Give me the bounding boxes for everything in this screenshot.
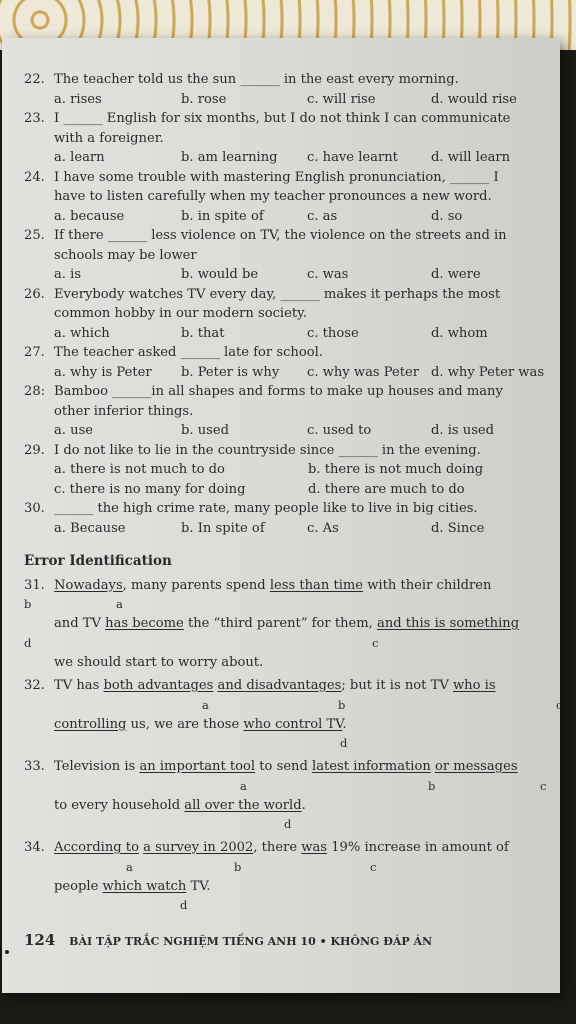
text-segment: to every household [54,797,185,813]
underlined-segment: who control TV [243,716,343,732]
underlined-segment: a survey in 2002 [143,840,254,855]
choice-letter: d [24,635,32,650]
answer-options [24,148,556,168]
question-text-continued: other inferior things. [54,403,194,419]
error-question-item [24,676,563,753]
error-question-line [24,877,556,897]
choice-letter: a [126,859,133,874]
answer-option: d. will learn [431,150,511,165]
question-item [24,499,556,538]
text-segment: , many parents spend [122,577,270,593]
answer-option: b. that [181,325,225,341]
question-number: 28: [24,384,46,399]
text-segment: TV has [54,678,104,693]
text-segment: people [54,878,103,894]
question-text: ______ the high crime rate, many people like to live in big cities. [54,501,478,516]
answer-option: b. am learning [181,150,278,165]
error-question-line [24,676,556,696]
underlined-segment: and this is something [377,616,520,631]
question-line [24,343,556,363]
text-segment: the “third parent” for them, [183,616,378,631]
page-content [24,70,563,915]
question-number: 33. [24,759,45,774]
answer-option: c. will rise [307,91,376,107]
question-text: The teacher asked ______ late for school. [54,345,323,360]
answer-option: a. because [54,208,125,224]
question-line [24,226,556,246]
question-number: 22. [24,72,45,87]
underlined-segment: According to [54,840,139,855]
error-question-line [24,715,556,735]
error-question-line [24,576,556,596]
answer-options [24,207,556,227]
answer-option: c. there is no many for doing [54,481,246,497]
question-line [24,168,556,188]
text-segment: with their children [363,577,492,593]
error-question-line [24,757,556,777]
answer-option: b. Peter is why [181,364,280,380]
question-text: I do not like to lie in the countryside since ______ in the evening. [54,442,481,458]
multiple-choice-list [24,70,556,538]
underlined-segment: who is [452,678,496,693]
answer-option: b. there is not much doing [308,462,484,477]
page-number: 124 [24,931,56,949]
answer-option: b. would be [181,267,259,282]
answer-option: a. use [54,423,94,438]
choice-letters [24,777,556,796]
text-segment: Television is [54,759,140,774]
choice-letter: b [234,859,242,874]
choice-letter: b [428,778,436,793]
choice-letter: a [116,597,123,611]
underlined-segment: has become [105,616,184,631]
answer-option: c. As [307,520,339,536]
answer-option: d. why Peter was [431,364,545,380]
answer-options [24,519,556,539]
answer-option: a. is [54,267,82,282]
error-identification-list [24,576,563,916]
answer-option: d. were [431,267,481,282]
answer-option: c. those [307,325,359,341]
question-line [24,285,556,305]
answer-option: a. there is not much to do [54,462,225,477]
answer-options [24,90,556,110]
underlined-segment: both advantages [103,678,214,693]
question-text: If there ______ less violence on TV, the violence on the streets and in [54,228,507,243]
question-text: I have some trouble with mastering English pronunciation, ______ I [54,169,499,185]
error-question-line [24,796,556,816]
question-text [54,757,556,777]
underlined-segment: controlling [54,716,127,732]
answer-option: c. have learnt [307,150,398,165]
question-number: 23. [24,111,45,126]
error-question-item [24,838,556,915]
question-number: 27. [24,345,45,360]
answer-options [24,363,556,383]
choice-letters [24,634,556,653]
text-segment: us, we are those [126,716,244,732]
text-segment: ; but it is not TV [341,678,453,693]
question-text: Everybody watches TV every day, ______ makes it perhaps the most [54,286,501,302]
answer-option: b. In spite of [181,520,265,536]
question-line [24,441,556,461]
choice-letter: d [284,817,292,831]
choice-letter: d [340,736,348,750]
error-question-line [24,614,556,634]
text-segment: , there [253,840,302,855]
answer-option: c. as [307,208,338,224]
question-item [24,226,556,285]
question-line [24,70,556,90]
answer-option: c. used to [307,423,372,438]
answer-option: d. would rise [431,91,517,107]
question-item [24,441,556,500]
page-mark [5,950,9,954]
text-segment: . [342,716,347,732]
question-text-continued: schools may be lower [54,247,197,263]
question-item [24,285,556,344]
question-number: 32. [24,678,45,693]
answer-option: a. why is Peter [54,364,152,380]
question-number: 25. [24,228,45,243]
error-question-line [24,653,556,673]
underlined-segment: and disadvantages [217,678,342,693]
choice-letter: a [202,697,209,712]
choice-letters [24,734,556,753]
underlined-segment: or messages [434,759,518,774]
choice-letter: c [372,635,379,650]
answer-options [24,460,556,499]
answer-option: d. so [431,208,463,224]
underlined-segment: Nowadays [54,577,123,593]
answer-option: d. Since [431,520,485,536]
footer-separator: • [319,935,327,948]
footer-note: KHÔNG ĐÁP ÁN [330,935,433,948]
question-text: The teacher told us the sun ______ in the east every morning. [54,72,459,87]
choice-letters [24,815,556,834]
answer-option: a. rises [54,91,102,107]
answer-option: b. rose [181,91,227,107]
question-item [24,109,556,168]
choice-letter: a [240,778,247,793]
choice-letter: c [556,697,563,712]
answer-options [24,265,556,285]
underlined-segment: all over the world [184,797,302,813]
underlined-segment: was [301,840,328,855]
question-item [24,343,556,382]
choice-letter: d [180,898,188,912]
question-item [24,168,556,227]
question-line [24,109,556,129]
error-question-line [24,838,556,858]
question-text: I ______ English for six months, but I do not think I can communicate [54,111,511,126]
question-text [54,576,556,596]
choice-letters [24,896,556,915]
answer-option: d. is used [431,423,495,438]
question-number: 29. [24,442,45,458]
underlined-segment: latest information [312,759,431,774]
question-text [54,676,556,696]
error-question-item [24,576,556,673]
question-number: 30. [24,501,45,516]
answer-option: a. which [54,325,110,341]
text-segment: to send [255,759,313,774]
answer-option: c. why was Peter [307,364,419,380]
question-text-continued: with a foreigner. [54,130,164,146]
question-line [24,382,556,402]
question-text-continued: have to listen carefully when my teacher pronounces a new word. [54,189,492,204]
choice-letters [24,696,563,715]
question-text [54,838,556,858]
question-text-continued: common hobby in our modern society. [54,306,307,321]
question-item [24,382,556,441]
answer-option: d. there are much to do [308,481,465,497]
choice-letter: c [540,778,547,793]
question-number: 31. [24,577,45,593]
text-segment: 19% increase in amount of [327,840,509,855]
section-title: Error Identification [24,553,172,569]
choice-letter: b [24,597,32,611]
answer-option: c. was [307,267,349,282]
answer-option: a. Because [54,520,126,536]
question-number: 26. [24,286,45,302]
underlined-segment: less than time [269,577,364,593]
underlined-segment: an important tool [139,759,256,774]
answer-options [24,421,556,441]
question-number: 24. [24,169,45,185]
question-text: Bamboo ______in all shapes and forms to make up houses and many [54,384,503,399]
book-page [2,38,563,993]
answer-options [24,324,556,344]
text-segment: TV. [186,878,211,894]
answer-option: b. in spite of [181,208,264,224]
choice-letters [24,858,556,877]
underlined-segment: which watch [102,878,187,894]
choice-letter: c [370,859,377,874]
question-number: 34. [24,840,45,855]
error-question-item [24,757,556,834]
book-title: BÀI TẬP TRẮC NGHIỆM TIẾNG ANH 10 [69,935,316,948]
answer-option: d. whom [431,325,488,341]
answer-option: a. learn [54,150,105,165]
question-item [24,70,556,109]
choice-letters [24,595,556,614]
text-segment: we should start to worry about. [54,654,264,670]
text-segment: . [301,797,306,813]
text-segment: and TV [54,616,106,631]
choice-letter: b [338,697,346,712]
answer-option: b. used [181,423,229,438]
page-footer [24,931,544,949]
question-line [24,499,556,519]
